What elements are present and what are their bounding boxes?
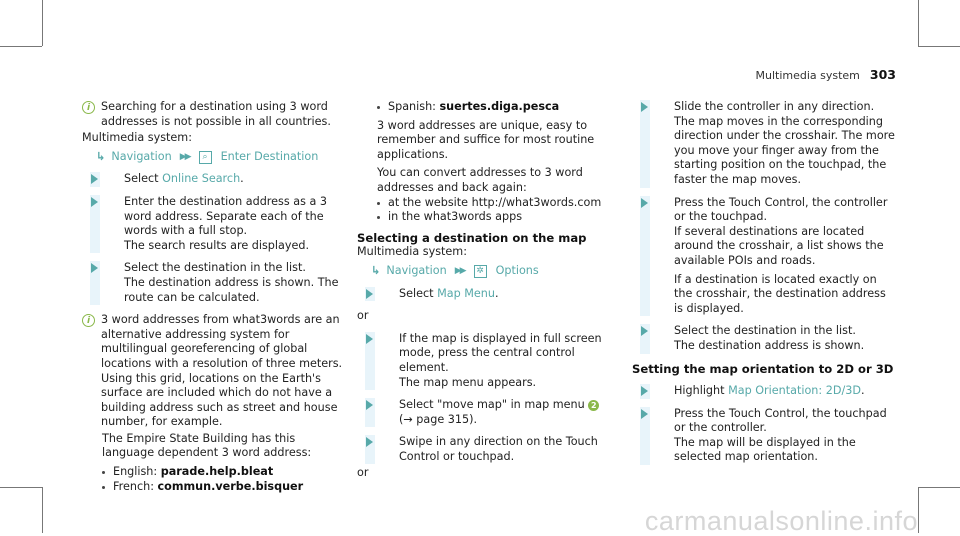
step-text: Select [399, 286, 438, 300]
column-2 [357, 100, 623, 489]
step-bar [640, 100, 650, 188]
step-text: Select the destination in the list. [674, 324, 856, 338]
menu-link-online-search: Online Search [162, 172, 241, 186]
w3w-address: commun.verbe.bisquer [157, 479, 304, 493]
step-text: Press the Touch Control, the touchpad or the controller. [674, 406, 887, 435]
crop-mark [0, 487, 42, 488]
step-text: Press the Touch Control, the controller or the touchpad. [674, 195, 888, 224]
paragraph: 3 word addresses are unique, easy to remember and suffice for most routine applications. [377, 118, 595, 161]
step-bar [640, 196, 650, 317]
step-arrow-icon [91, 174, 98, 184]
step-result: The map will be displayed in the selected map orientation. [674, 435, 856, 464]
step [82, 195, 348, 253]
crop-mark [0, 46, 42, 47]
section-heading: Setting the map orientation to 2D or 3D [632, 361, 894, 376]
double-chevron-icon: ▶▶ [454, 265, 465, 276]
step-arrow-icon [91, 197, 98, 207]
crop-mark [42, 0, 43, 46]
step-arrow-icon [641, 326, 648, 336]
menu-path [82, 150, 348, 165]
paragraph: You can convert addresses to 3 word addresses and back again: [377, 166, 583, 194]
step-result: The destination address is shown. The route can be calculated. [124, 275, 339, 304]
step [632, 196, 898, 317]
return-arrow-icon: ↳ [96, 149, 106, 163]
step-result: The map moves in the corresponding direction under the crosshair. The more you move your finger away from the starting position on the touchpad, the faster the map moves. [674, 114, 895, 186]
path-item-options: Options [495, 263, 539, 277]
list-item [357, 196, 623, 211]
language-label: Spanish: [388, 100, 440, 113]
step-text: Select [124, 172, 163, 186]
language-label: French: [113, 479, 158, 493]
bullet [102, 471, 105, 474]
step-text: If the map is displayed in full screen mode, press the central control element. [399, 331, 602, 374]
menu-link-map-orientation: Map Orientation: 2D/3D [728, 384, 861, 398]
crop-mark [918, 46, 960, 47]
menu-path [357, 264, 623, 279]
page-reference: (→ page 315). [399, 412, 478, 426]
step [357, 435, 623, 464]
bullet [377, 202, 380, 205]
step-text: Slide the controller in any direction. [674, 100, 875, 113]
step-arrow-icon [641, 198, 648, 208]
column-3 [632, 100, 898, 473]
bullet [377, 216, 380, 219]
step [632, 384, 898, 399]
step [357, 398, 623, 427]
bullet [102, 486, 105, 489]
info-icon: i [82, 101, 95, 114]
step [82, 261, 348, 305]
bullet [377, 106, 380, 109]
crop-mark [918, 487, 960, 488]
step-arrow-icon [641, 409, 648, 419]
step-arrow-icon [366, 437, 373, 447]
list-item [357, 210, 623, 225]
search-icon: ⌕ [199, 151, 212, 164]
page-number: 303 [869, 67, 896, 82]
step-text: . [494, 286, 499, 300]
note-text: 3 word addresses from what3words are an alternative addressing system for multilingual georeferencing of global locations with a resolution of three meters. Using this grid, locations on the Earth's surface are included which do not have a building address such as street and house number, for example. [101, 313, 343, 429]
step-arrow-icon [366, 334, 373, 344]
header-title: Multimedia system [755, 69, 860, 82]
step-result: If a destination is located exactly on the crosshair, the destination address is displayed. [674, 272, 886, 315]
step-text: Select the destination in the list. [124, 261, 306, 275]
step-arrow-icon [366, 289, 373, 299]
step [82, 172, 348, 187]
note-text: The Empire State Building has this language dependent 3 word address: [102, 431, 312, 460]
path-item-enter-destination: Enter Destination [220, 149, 319, 163]
step-result: The destination address is shown. [674, 338, 865, 352]
step-text: Select "move map" in map menu [399, 398, 589, 412]
list-text: at the website http://what3words.com [388, 195, 602, 209]
step [357, 332, 623, 390]
crop-mark [42, 487, 43, 533]
language-label: English: [113, 465, 161, 479]
step [357, 287, 623, 302]
return-arrow-icon: ↳ [371, 263, 381, 277]
step-result: The map menu appears. [399, 375, 537, 389]
step-arrow-icon [366, 400, 373, 410]
callout-number: 2 [588, 400, 599, 411]
w3w-address: parade.help.bleat [160, 465, 274, 479]
step-result: The search results are displayed. [124, 238, 310, 252]
menu-label: Multimedia system: [82, 131, 192, 145]
column-1 [82, 100, 348, 494]
step-result: If several destinations are located around the crosshair, a list shows the available POIs and roads. [674, 224, 884, 267]
or-separator: or [357, 309, 369, 323]
step-text: Highlight [674, 384, 729, 398]
list-item [82, 465, 348, 480]
list-item [357, 100, 623, 115]
menu-link-map-menu: Map Menu [437, 286, 495, 300]
step-arrow-icon [641, 386, 648, 396]
options-icon: ✲ [474, 265, 487, 278]
note-text: Searching for a destination using 3 word addresses is not possible in all countries. [101, 100, 331, 128]
step [632, 407, 898, 465]
running-header [755, 68, 896, 84]
path-item-navigation: Navigation [111, 149, 172, 163]
crop-mark [918, 0, 919, 46]
info-note [82, 313, 348, 430]
double-chevron-icon: ▶▶ [179, 151, 190, 162]
w3w-address: suertes.diga.pesca [439, 100, 560, 113]
step-text: . [240, 172, 244, 186]
info-note [82, 100, 348, 129]
list-item [82, 480, 348, 495]
path-item-navigation: Navigation [386, 263, 447, 277]
step-text: Swipe in any direction on the Touch Control or touchpad. [399, 435, 598, 463]
info-icon: i [82, 314, 95, 327]
or-separator: or [357, 466, 369, 480]
menu-label: Multimedia system: [357, 245, 467, 259]
list-text: in the what3words apps [388, 210, 523, 224]
section-heading: Selecting a destination on the map [357, 230, 587, 245]
step-arrow-icon [91, 263, 98, 273]
step-text: Enter the destination address as a 3 word address. Separate each of the words with a full stop. [124, 194, 328, 238]
step [632, 324, 898, 353]
crop-mark [918, 487, 919, 533]
step [632, 100, 898, 188]
step-arrow-icon [641, 102, 648, 112]
step-text: . [860, 384, 865, 398]
watermark: carmanualsonline.info [644, 506, 918, 536]
